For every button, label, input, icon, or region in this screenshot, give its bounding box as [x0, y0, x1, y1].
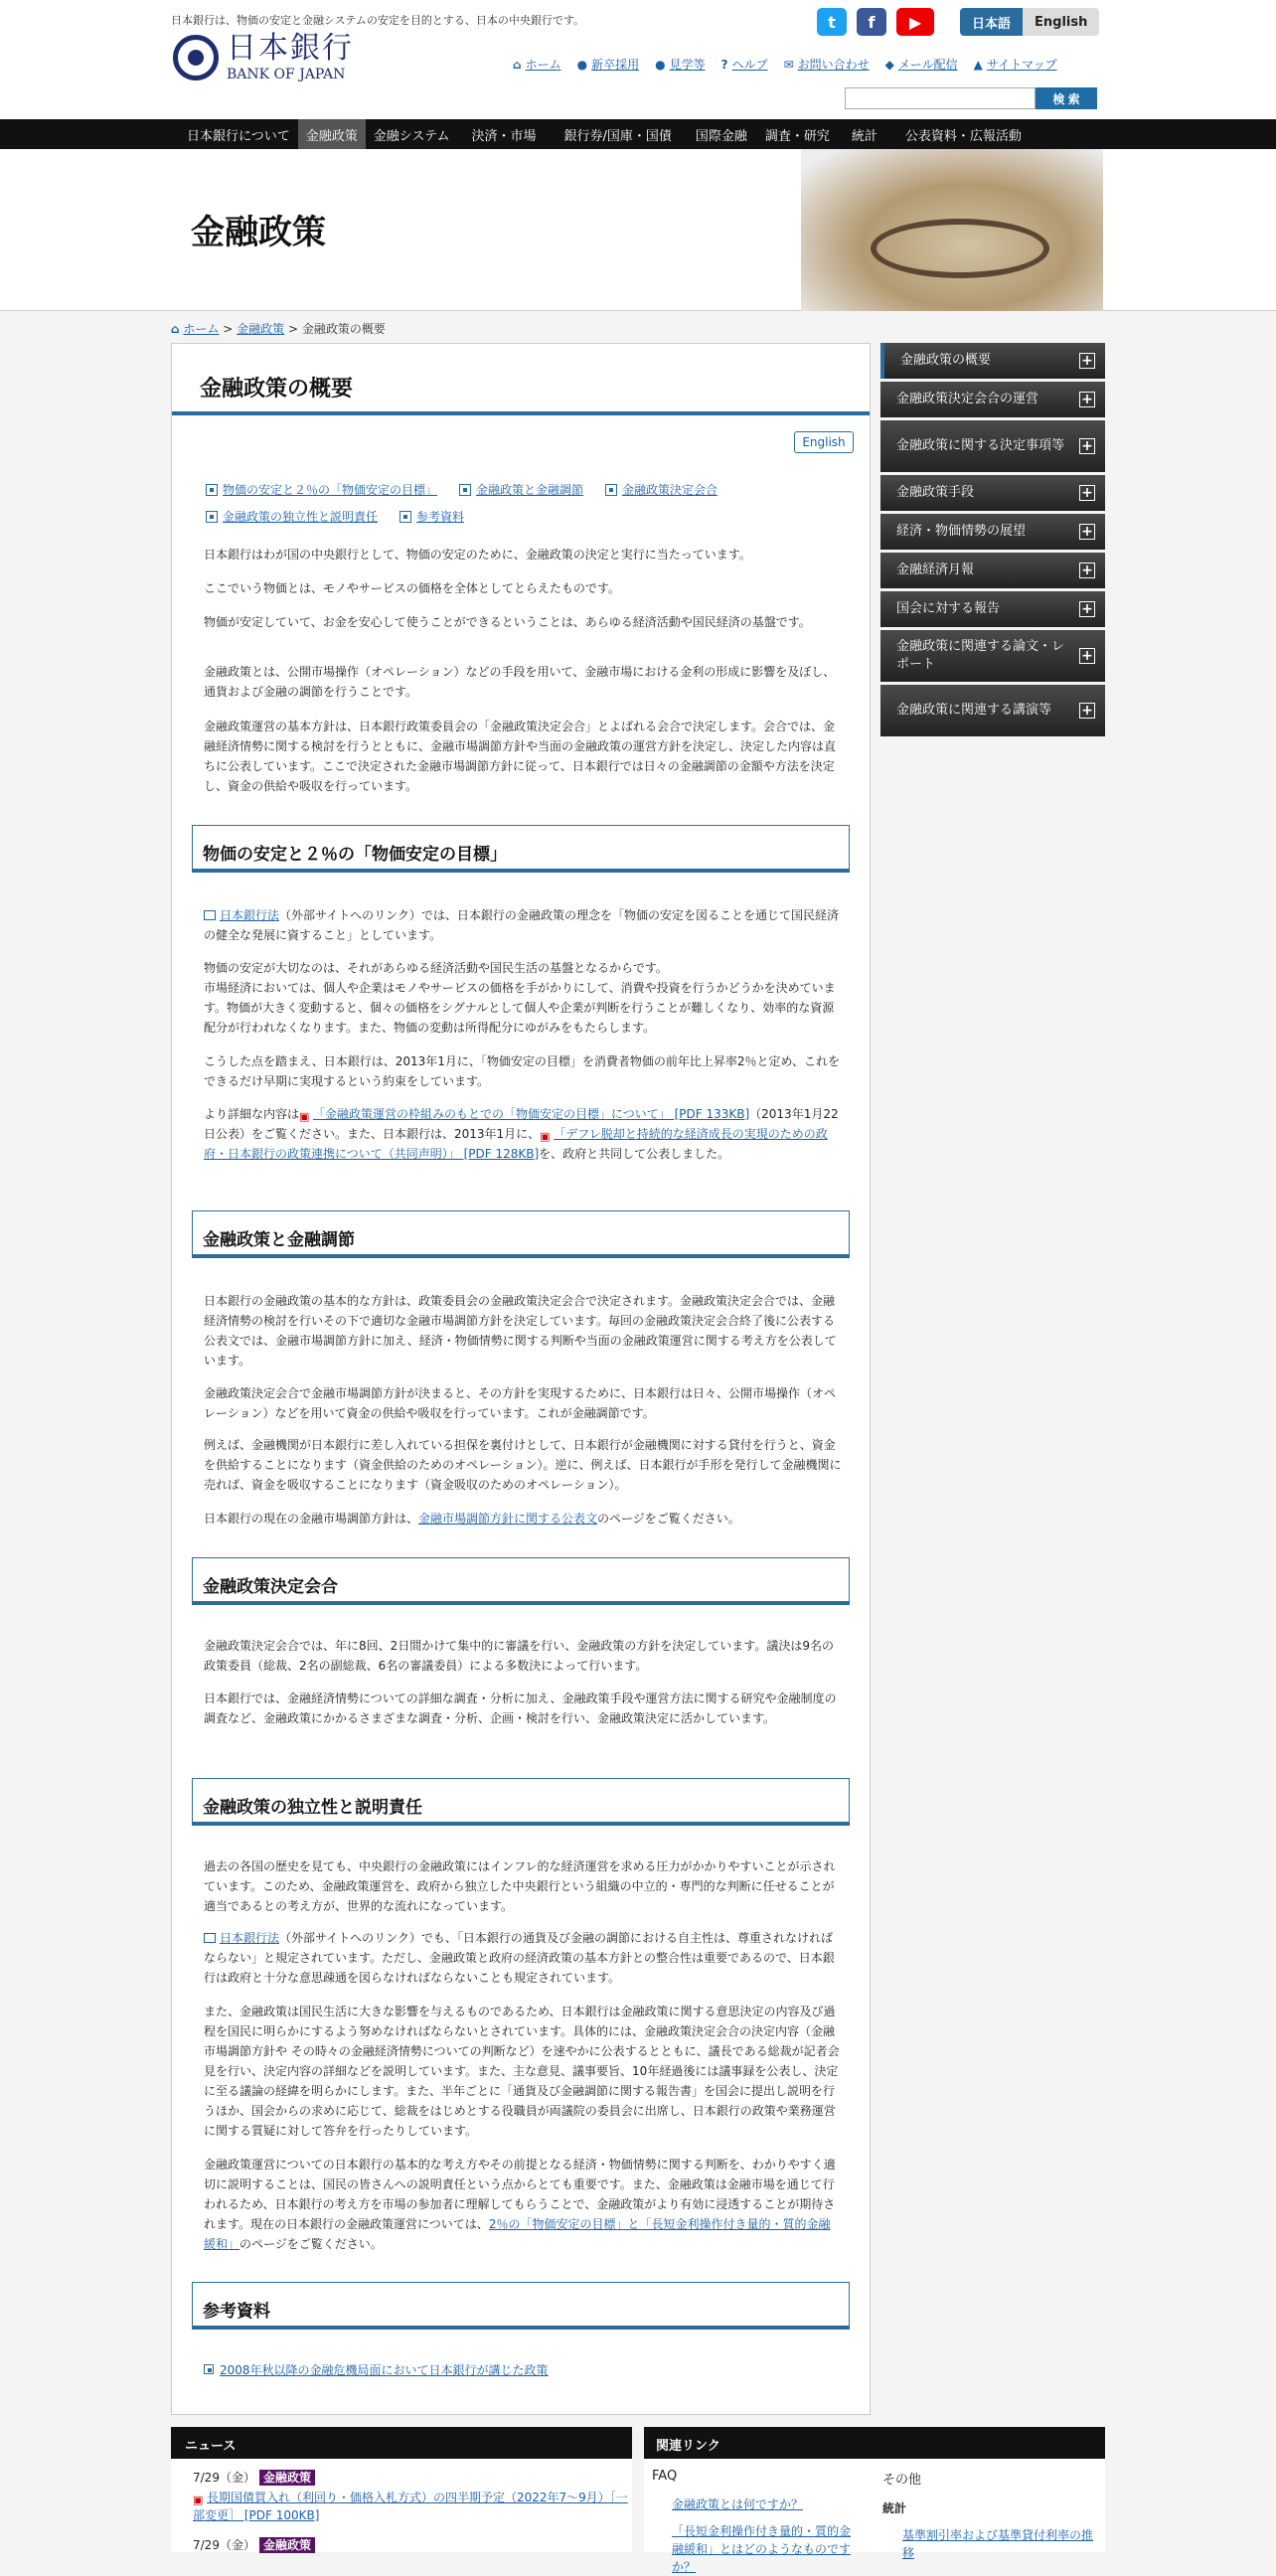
section-heading-price-stability: 物価の安定と２％の「物価安定の目標」 — [192, 825, 850, 873]
side-nav — [880, 343, 1105, 739]
site-tagline: 日本銀行は、物価の安定と金融システムの安定を目的とする、日本の中央銀行です。 — [171, 14, 585, 27]
gnav-research[interactable]: 調査・研究 — [764, 128, 830, 144]
news-tag: 金融政策 — [259, 2470, 315, 2486]
gnav-publications[interactable]: 公表資料・広報活動 — [904, 128, 1022, 144]
side-item-monthly-report[interactable] — [880, 553, 1105, 588]
section-heading-policy-operations: 金融政策と金融調節 — [192, 1210, 850, 1258]
side-item-mpm-operation[interactable] — [880, 382, 1105, 417]
anchor-icon — [459, 484, 471, 496]
page-banner — [0, 149, 1276, 311]
s1-p2: 物価の安定が大切なのは、それがあらゆる経済活動や国民生活の基盤となるからです。 市場経済においては、個人や企業はモノやサービスの価格を手がかりにして、消費や投資を行うかどうかを決めています。物価が大きく変動すると、個々の価格をシグナルとして個人や企業が判断を行うことが難しくなり、効率的な資源配分が行われなくなります。また、物価の変動は所得配分にゆがみをもたらします。 — [204, 961, 836, 1035]
gnav-international[interactable]: 国際金融 — [695, 128, 747, 144]
util-mail[interactable] — [885, 56, 958, 73]
intro-p1: 日本銀行はわが国の中央銀行として、物価の安定のために、金融政策の決定と実行に当たっています。 — [204, 548, 751, 562]
logo-english: BANK OF JAPAN — [227, 67, 346, 82]
toc-label: 物価の安定と２％の「物価安定の目標」 — [223, 483, 438, 497]
intro-p2: ここでいう物価とは、モノやサービスの価格を全体としてとらえたものです。 — [204, 581, 620, 595]
s4-p1: 過去の各国の歴史を見ても、中央銀行の金融政策にはインフレ的な経済運営を求める圧力がかかりやすいことが示されています。このため、金融政策運営を、政府から独立した中央銀行という組織の中立的・専門的な判断に任せることが適当であるとの考え方が、世界的な流れになっています。 — [204, 1859, 836, 1913]
util-sitemap[interactable] — [974, 56, 1057, 73]
page-title: 金融政策の概要 — [172, 344, 870, 415]
news-item — [171, 2536, 632, 2554]
section-heading-mpm: 金融政策決定会合 — [192, 1557, 850, 1605]
s2-p4-text-b: のページをご覧ください。 — [597, 1512, 740, 1526]
side-item-label: 金融政策に関連する論文・レポート — [896, 639, 1065, 672]
intro-p4: 金融政策とは、公開市場操作（オペレーション）などの手段を用いて、金融市場における金利の形成に影響を及ぼし、通貨および金融の調節を行うことです。 — [204, 665, 836, 699]
plus-icon: + — [1079, 392, 1095, 407]
s2-p1: 日本銀行の金融政策の基本的な方針は、政策委員会の金融政策決定会合で決定されます。金融政策決定会合では、金融経済情勢の検討を行いその下で適切な金融市場調節方針を決定しています。毎回の金融政策決定会合終了後に公表する公表文では、金融市場調節方針に加え、経済・物価情勢に関する判断や当面の金融政策運営に関する考え方を公表しています。 — [204, 1294, 837, 1368]
plus-icon: + — [1079, 703, 1095, 719]
s2-p4 — [204, 1509, 842, 1529]
search-input[interactable] — [845, 87, 1036, 109]
news-tag: 金融政策 — [259, 2537, 315, 2553]
boj-emblem-icon — [173, 35, 219, 80]
s2-p2: 金融政策決定会合で金融市場調節方針が決まると、その方針を実現するために、日本銀行は日々、公開市場操作（オペレーション）などを用いて資金の供給や吸収を行っています。これが金融調節です。 — [204, 1386, 837, 1420]
s3-p1: 金融政策決定会合では、年に8回、2日間かけて集中的に審議を行い、金融政策の方針を決定しています。議決は9名の政策委員（総裁、2名の副総裁、6名の審議委員）による多数決によって行います。 — [204, 1639, 834, 1673]
utility-nav — [513, 56, 1057, 73]
side-item-label: 金融政策に関する決定事項等 — [896, 438, 1065, 453]
news-item-body — [171, 2489, 632, 2524]
home-icon: ⌂ — [513, 57, 522, 72]
main-content — [171, 343, 871, 2415]
global-nav — [0, 119, 1276, 149]
site-search — [845, 87, 1097, 109]
site-header — [0, 0, 1276, 119]
util-home[interactable] — [513, 56, 561, 73]
toc-label: 金融政策決定会合 — [622, 483, 718, 497]
s1-p4 — [204, 1104, 842, 1164]
faq-heading: FAQ — [652, 2469, 678, 2484]
social-links — [817, 8, 934, 36]
english-page-button[interactable]: English — [794, 431, 854, 453]
gnav-payment-market[interactable]: 決済・市場 — [471, 128, 537, 144]
intro-p3: 物価が安定していて、お金を安心して使うことができるということは、あらゆる経済活動や国民経済の基盤です。 — [204, 615, 811, 629]
news-item — [171, 2469, 632, 2487]
faq-item — [652, 2522, 861, 2576]
gnav-statistics[interactable]: 統計 — [851, 128, 877, 144]
s1-p1 — [204, 905, 842, 945]
news-title: ニュース — [171, 2427, 632, 2459]
other-heading: その他 — [882, 2473, 922, 2488]
person-icon: ● — [576, 57, 588, 72]
faq-item — [652, 2496, 861, 2512]
stats-heading: 統計 — [882, 2501, 907, 2515]
plus-icon: + — [1079, 524, 1095, 540]
sitemap-icon: ▲ — [973, 57, 983, 72]
breadcrumb: ⌂ ホーム > 金融政策 > 金融政策の概要 — [171, 322, 386, 336]
lang-japanese[interactable]: 日本語 — [960, 8, 1023, 36]
side-item-speeches[interactable] — [880, 685, 1105, 736]
price-stability-target-pdf-link[interactable]: 「金融政策運営の枠組みのもとでの「物価安定の目標」について」 [PDF 133KB] — [313, 1107, 750, 1121]
util-recruit-link[interactable]: 新卒採用 — [591, 58, 640, 72]
joint-statement-pdf-link[interactable]: 「デフレ脱却と持続的な経済成長の実現のための政府・日本銀行の政策連携について（共同声明）」 [PDF 128KB] — [204, 1127, 828, 1161]
side-item-papers[interactable] — [880, 630, 1105, 682]
util-home-link[interactable]: ホーム — [525, 58, 561, 72]
side-item-label: 国会に対する報告 — [896, 601, 1001, 616]
plus-icon: + — [1079, 648, 1095, 664]
gnav-financial-system[interactable]: 金融システム — [373, 128, 450, 144]
util-help-link[interactable]: ヘルプ — [731, 58, 768, 72]
util-recruit[interactable] — [577, 56, 640, 73]
util-contact-link[interactable]: お問い合わせ — [797, 58, 870, 72]
side-item-diet-report[interactable] — [880, 591, 1105, 627]
twitter-icon[interactable]: t — [817, 8, 847, 36]
pdf-icon: ▣ — [299, 1110, 310, 1123]
crisis-policy-link[interactable]: 2008年秋以降の金融危機局面において日本銀行が講じた政策 — [220, 2363, 549, 2377]
related-links-title: 関連リンク — [644, 2427, 1105, 2459]
news-date: 7/29（金） — [193, 2538, 255, 2552]
faq-link[interactable]: 「長短金利操作付き量的・質的金融緩和」とはどのようなものですか？ — [672, 2524, 852, 2574]
toc-label: 金融政策と金融調節 — [476, 483, 584, 497]
util-tour-link[interactable]: 見学等 — [669, 58, 706, 72]
plus-icon: + — [1079, 563, 1095, 578]
gnav-about[interactable]: 日本銀行について — [187, 128, 290, 144]
side-item-label: 金融政策に関連する講演等 — [896, 703, 1052, 718]
anchor-icon — [206, 511, 218, 523]
banner-title: 金融政策 — [191, 213, 326, 252]
bullet-icon — [204, 2364, 214, 2374]
plus-icon: + — [1079, 485, 1095, 501]
section-heading-references: 参考資料 — [192, 2282, 850, 2330]
s3-p2: 日本銀行では、金融経済情勢についての詳細な調査・分析に加え、金融政策手段や運営方法に関する研究や金融制度の調査など、金融政策にかかるさまざまな調査・分析、企画・検討を行い、金融政策決定に活かしています。 — [204, 1691, 837, 1725]
side-item-label: 金融政策手段 — [896, 485, 975, 500]
s4-p4 — [204, 2155, 842, 2254]
mpm-statement-link[interactable]: 金融市場調節方針に関する公表文 — [418, 1512, 598, 1526]
s5-item — [204, 2360, 842, 2380]
anchor-icon — [399, 511, 411, 523]
home-icon: ⌂ — [171, 322, 180, 336]
site-logo[interactable] — [173, 31, 354, 82]
intro-p5: 金融政策運営の基本方針は、日本銀行政策委員会の「金融政策決定会合」とよばれる会合で決定します。会合では、金融経済情勢に関する検討を行うとともに、金融市場調節方針や当面の金融政策の運営方針を決定し、決定した内容は直ちに公表しています。ここで決定された金融市場調節方針に従って、日本銀行では日々の金融調節の金額や方法を決定し、資金の供給や吸収を行っています。 — [204, 720, 837, 793]
s1-p4-text-c: を、政府と共同して公表しました。 — [539, 1147, 730, 1161]
logo-japanese: 日本銀行 — [227, 31, 354, 66]
plus-icon: + — [1079, 438, 1095, 454]
toc-references[interactable] — [399, 508, 464, 525]
facebook-icon[interactable]: f — [857, 8, 886, 36]
s4-p4-text-b: のページをご覧ください。 — [239, 2237, 383, 2251]
util-help[interactable] — [721, 56, 768, 73]
side-item-label: 金融政策決定会合の運営 — [896, 392, 1039, 406]
toc-independence[interactable] — [206, 508, 378, 525]
side-item-decisions[interactable] — [880, 420, 1105, 472]
toc-policy-operations[interactable] — [459, 481, 583, 498]
news-panel — [171, 2427, 632, 2552]
side-item-outlook[interactable] — [880, 514, 1105, 550]
search-button[interactable]: 検 索 — [1036, 87, 1097, 109]
group-icon: ● — [655, 57, 666, 72]
mail-icon: ✉ — [783, 57, 794, 72]
s1-p4-text-b: （2013年1月22日公表）をご覧ください。また、日本銀行は、2013年1月に、 — [204, 1107, 839, 1141]
toc-row-2 — [206, 508, 464, 525]
util-tour[interactable] — [655, 56, 706, 73]
news-date: 7/29（金） — [193, 2471, 255, 2485]
stats-item — [882, 2526, 1093, 2562]
breadcrumb-home[interactable]: ホーム — [183, 322, 220, 336]
toc-label: 金融政策の独立性と説明責任 — [223, 510, 379, 524]
s2-p4-text-a: 日本銀行の現在の金融市場調節方針は、 — [204, 1512, 419, 1526]
cube-icon: ◆ — [884, 57, 894, 72]
boj-act-link-2[interactable]: 日本銀行法 — [220, 1931, 280, 1945]
anchor-icon — [605, 484, 617, 496]
side-item-label: 経済・物価情勢の展望 — [896, 524, 1027, 539]
meeting-room-photo — [801, 149, 1103, 311]
faq-link[interactable]: 金融政策とは何ですか？ — [672, 2497, 804, 2511]
toc-label: 参考資料 — [416, 510, 465, 524]
toc-price-stability[interactable] — [206, 481, 437, 498]
youtube-icon[interactable]: ▶ — [896, 8, 934, 36]
s2-p3: 例えば、金融機関が日本銀行に差し入れている担保を裏付けとして、日本銀行が金融機関に対する貸付を行うと、資金を供給することになります（資金供給のためのオペレーション）。逆に、例えば、日本銀行が手形を発行して金融機関に売れば、資金を吸収することになります（資金吸収のためのオペレーション）。 — [204, 1438, 842, 1492]
breadcrumb-parent[interactable]: 金融政策 — [237, 322, 285, 336]
toc-row-1 — [206, 481, 718, 498]
side-item-instruments[interactable] — [880, 475, 1105, 511]
external-link-icon — [204, 1933, 216, 1943]
section-heading-independence: 金融政策の独立性と説明責任 — [192, 1778, 850, 1826]
lang-english[interactable]: English — [1023, 8, 1099, 36]
s4-p2-text: （外部サイトへのリンク）でも、「日本銀行の通貨及び金融の調節における自主性は、尊重されなければならない」と規定されています。ただし、金融政策と政府の経済政策の基本方針との整合性は重要であるので、日本銀行は政府と十分な意思疎通を図らなければならないことも規定されています。 — [204, 1931, 835, 1985]
boj-act-link[interactable]: 日本銀行法 — [220, 908, 280, 922]
news-link[interactable]: 長期国債買入れ（利回り・価格入札方式）の四半期予定（2022年7～9月）［一部変更］ [PDF 100KB] — [193, 2491, 628, 2522]
s1-p1-text: （外部サイトへのリンク）では、日本銀行の金融政策の理念を「物価の安定を図ることを通じて国民経済の健全な発展に資すること」としています。 — [204, 908, 839, 942]
toc-mpm[interactable] — [605, 481, 718, 498]
s1-p4-text-a: より詳細な内容は — [204, 1107, 300, 1121]
breadcrumb-current: 金融政策の概要 — [301, 322, 386, 336]
s4-p2 — [204, 1928, 842, 1988]
s4-p3: また、金融政策は国民生活に大きな影響を与えるものであるため、日本銀行は金融政策に関する意思決定の内容及び過程を国民に明らかにするよう努めなければならないとされています。具体的には、金融政策決定会合の決定内容（金融市場調節方針や その時々の金融経済情勢についての判断など）を速やかに公表するとともに、議長である総裁が記者会見を行い、決定内容の詳細などを説明しています。また、主な意見、議事要旨、10年経過後には議事録を公表し、決定に至る議論の経緯を明らかにします。また、半年ごとに「通貨及び金融調節に関する報告書」を国会に提出し説明を行うほか、国会からの求めに応じて、総裁をはじめとする役職員が両議院の委員会に出席し、日本銀行の政策や業務運営に関する質疑に対して答弁を行ったりしています。 — [204, 2005, 840, 2138]
plus-icon: + — [1079, 353, 1095, 369]
util-sitemap-link[interactable]: サイトマップ — [986, 58, 1057, 72]
s1-p3: こうした点を踏まえ、日本銀行は、2013年1月に、「物価安定の目標」を消費者物価の前年比上昇率2％と定め、これをできるだけ早期に実現するという約束をしています。 — [204, 1054, 841, 1088]
side-item-overview[interactable] — [880, 343, 1105, 379]
external-link-icon — [204, 910, 216, 920]
price-target-qqe-link[interactable]: 2％の「物価安定の目標」と「長短金利操作付き量的・質的金融緩和」 — [204, 2217, 831, 2251]
util-contact[interactable] — [784, 56, 870, 73]
side-item-label: 金融政策の概要 — [900, 353, 992, 368]
gnav-banknotes[interactable]: 銀行券/国庫・国債 — [563, 128, 672, 144]
util-mail-link[interactable]: メール配信 — [897, 58, 958, 72]
plus-icon: + — [1079, 601, 1095, 617]
anchor-icon — [206, 484, 218, 496]
gnav-monetary-policy[interactable]: 金融政策 — [298, 119, 366, 149]
stats-link[interactable]: 基準割引率および基準貸付利率の推移 — [902, 2528, 1094, 2560]
related-links-panel — [644, 2427, 1105, 2574]
help-icon: ? — [720, 57, 728, 72]
pdf-icon: ▣ — [193, 2494, 204, 2506]
language-switch — [960, 8, 1099, 36]
s4-p4-text-a: 金融政策運営についての日本銀行の基本的な考え方やその前提となる経済・物価情勢に関する判断を、わかりやすく適切に説明することは、国民の皆さんへの説明責任という点からとても重要です。また、金融政策は金融市場を通じて行われるため、日本銀行の考え方を市場の参加者に理解してもらうことで、金融政策がより有効に浸透することが期待されます。現在の日本銀行の金融政策運営については、 — [204, 2158, 836, 2231]
side-item-label: 金融経済月報 — [896, 563, 975, 577]
pdf-icon: ▣ — [540, 1130, 551, 1143]
